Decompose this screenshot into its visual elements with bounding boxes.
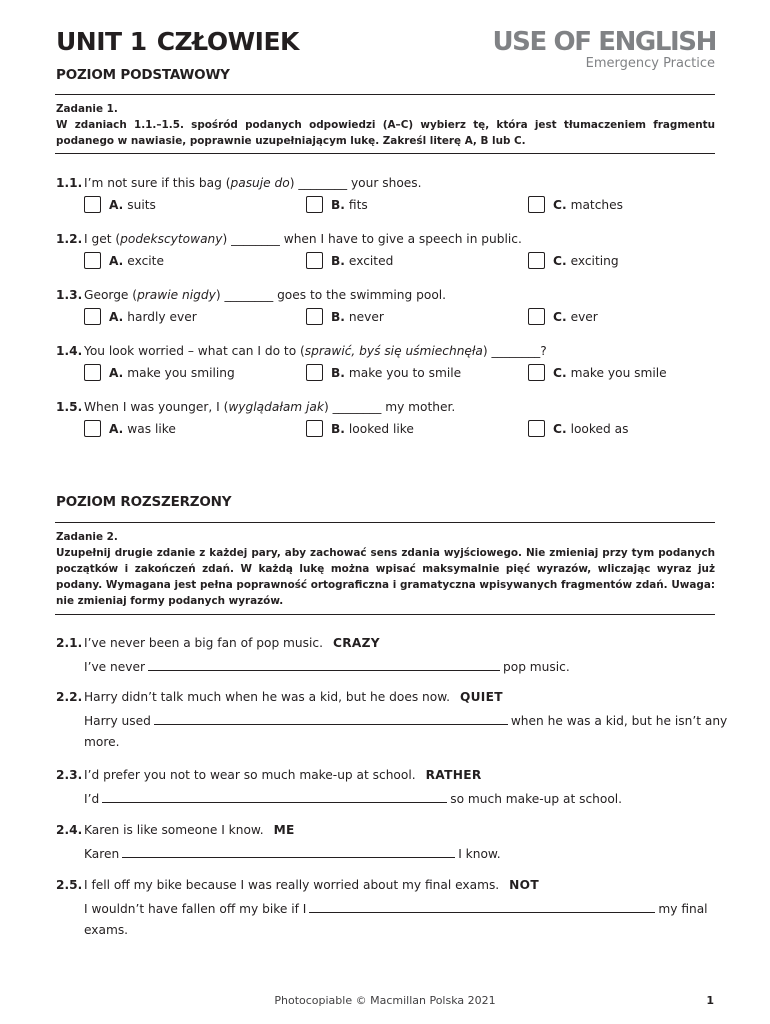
divider xyxy=(55,94,715,95)
keyword: QUIET xyxy=(459,690,503,704)
answer-checkbox[interactable] xyxy=(306,364,323,381)
answer-checkbox[interactable] xyxy=(306,308,323,325)
unit-number: UNIT 1 xyxy=(56,27,147,56)
answer-sentence-continued: exams. xyxy=(84,923,129,937)
keyword: RATHER xyxy=(425,768,482,782)
question-text-start: You look worried – what can I do to ( xyxy=(84,344,305,358)
divider xyxy=(55,522,715,523)
option-text: looked like xyxy=(348,421,414,436)
answer-checkbox[interactable] xyxy=(528,196,545,213)
answer-checkbox[interactable] xyxy=(84,420,101,437)
answer-checkbox[interactable] xyxy=(84,364,101,381)
option-letter: B. xyxy=(331,309,345,324)
answer-option-a[interactable] xyxy=(84,308,197,325)
task2-title: Zadanie 2. xyxy=(56,531,118,543)
question-text-end: ) ________ goes to the swimming pool. xyxy=(215,288,447,302)
answer-start: I’ve never xyxy=(84,660,145,674)
polish-hint: pasuje do xyxy=(230,176,290,190)
question-number: 1.2. xyxy=(56,232,83,246)
task1-text: W zdaniach 1.1.–1.5. spośród podanych odpowiedzi (A–C) wybierz tę, która jest tłumaczeniem fragmentu podanego w nawiasie, poprawnie uzupełniającym lukę. Zakreśl literę A, B lub C. xyxy=(56,119,715,147)
option-text: looked as xyxy=(570,421,629,436)
question-text-end: ) ________ your shoes. xyxy=(289,176,422,190)
question-number: 2.3. xyxy=(56,768,83,782)
source-sentence-text: Karen is like someone I know. xyxy=(84,823,264,837)
level-basic-heading: POZIOM PODSTAWOWY xyxy=(56,67,230,83)
level-advanced-heading: POZIOM ROZSZERZONY xyxy=(56,494,232,510)
option-text: was like xyxy=(127,421,176,436)
option-letter: C. xyxy=(553,309,567,324)
option-letter: B. xyxy=(331,365,345,380)
option-text: exciting xyxy=(570,253,619,268)
answer-start: Harry used xyxy=(84,714,151,728)
question-number: 2.1. xyxy=(56,636,83,650)
answer-end: my final xyxy=(658,902,708,916)
answer-checkbox[interactable] xyxy=(84,308,101,325)
option-letter: A. xyxy=(109,309,124,324)
answer-option-a[interactable] xyxy=(84,252,164,269)
answer-blank[interactable] xyxy=(148,659,500,671)
answer-sentence xyxy=(84,846,501,861)
option-letter: C. xyxy=(553,365,567,380)
brand-logo: USE OF ENGLISH xyxy=(492,27,716,57)
question-text xyxy=(84,288,446,302)
option-letter: C. xyxy=(553,197,567,212)
polish-hint: wyglądałam jak xyxy=(228,400,324,414)
answer-option-b[interactable] xyxy=(306,364,461,381)
answer-checkbox[interactable] xyxy=(84,196,101,213)
page-number: 1 xyxy=(706,994,714,1007)
question-text-start: I get ( xyxy=(84,232,121,246)
source-sentence xyxy=(84,878,539,892)
answer-checkbox[interactable] xyxy=(84,252,101,269)
option-text: make you smiling xyxy=(127,365,235,380)
answer-start: I’d xyxy=(84,792,100,806)
source-sentence-text: Harry didn’t talk much when he was a kid, but he does now. xyxy=(84,690,450,704)
option-letter: C. xyxy=(553,421,567,436)
source-sentence xyxy=(84,690,503,704)
source-sentence-text: I fell off my bike because I was really worried about my final exams. xyxy=(84,878,500,892)
question-text xyxy=(84,232,522,246)
answer-checkbox[interactable] xyxy=(528,308,545,325)
option-letter: A. xyxy=(109,365,124,380)
source-sentence xyxy=(84,636,380,650)
question-text-end: ) ________ when I have to give a speech in public. xyxy=(222,232,522,246)
answer-option-c[interactable] xyxy=(528,420,628,437)
question-number: 1.5. xyxy=(56,400,83,414)
answer-sentence xyxy=(84,659,570,674)
answer-option-b[interactable] xyxy=(306,420,414,437)
task1-instructions xyxy=(56,101,715,149)
answer-blank[interactable] xyxy=(102,791,447,803)
answer-option-c[interactable] xyxy=(528,308,598,325)
answer-start: I wouldn’t have fallen off my bike if I xyxy=(84,902,307,916)
answer-option-c[interactable] xyxy=(528,364,667,381)
polish-hint: prawie nigdy xyxy=(137,288,216,302)
task2-note-text: nie zmieniaj formy podanych wyrazów. xyxy=(56,595,284,607)
answer-end: when he was a kid, but he isn’t any xyxy=(510,714,728,728)
option-letter: A. xyxy=(109,253,124,268)
option-text: hardly ever xyxy=(127,309,197,324)
answer-blank[interactable] xyxy=(122,846,455,858)
question-text xyxy=(84,176,422,190)
question-text xyxy=(84,344,547,358)
question-number: 1.4. xyxy=(56,344,83,358)
question-number: 1.1. xyxy=(56,176,83,190)
answer-checkbox[interactable] xyxy=(528,420,545,437)
task1-title: Zadanie 1. xyxy=(56,103,118,115)
option-text: suits xyxy=(127,197,156,212)
unit-topic: CZŁOWIEK xyxy=(156,27,299,56)
polish-hint: podekscytowany xyxy=(120,232,223,246)
divider xyxy=(55,614,715,615)
answer-checkbox[interactable] xyxy=(306,196,323,213)
option-letter: B. xyxy=(331,253,345,268)
source-sentence xyxy=(84,768,482,782)
question-number: 2.2. xyxy=(56,690,83,704)
question-number: 2.4. xyxy=(56,823,83,837)
answer-sentence xyxy=(84,713,727,728)
option-text: excited xyxy=(348,253,394,268)
option-text: make you to smile xyxy=(348,365,462,380)
keyword: CRAZY xyxy=(332,636,380,650)
answer-end: so much make-up at school. xyxy=(450,792,623,806)
question-text-start: When I was younger, I ( xyxy=(84,400,229,414)
answer-option-c[interactable] xyxy=(528,252,619,269)
option-text: excite xyxy=(127,253,164,268)
source-sentence-text: I’ve never been a big fan of pop music. xyxy=(84,636,323,650)
answer-option-b[interactable] xyxy=(306,308,384,325)
answer-sentence xyxy=(84,901,708,916)
option-text: fits xyxy=(348,197,368,212)
answer-checkbox[interactable] xyxy=(528,364,545,381)
brand-subtitle: Emergency Practice xyxy=(585,56,715,71)
answer-option-a[interactable] xyxy=(84,420,176,437)
answer-sentence-continued: more. xyxy=(84,735,120,749)
footer-copyright: Photocopiable © Macmillan Polska 2021 xyxy=(274,994,496,1007)
task2-instructions xyxy=(56,529,715,609)
keyword: ME xyxy=(273,823,295,837)
answer-end: pop music. xyxy=(503,660,570,674)
polish-hint: sprawić, byś się uśmiechnęła xyxy=(304,344,483,358)
task2-text: Uzupełnij drugie zdanie z każdej pary, aby zachować sens zdania wyjściowego. Nie zmieniaj przy tym podanych początków i zakończeń zdań. W każdą lukę można wpisać maksymalnie pięć wyrazów, wliczając wyraz już podany. Wymagana jest pełna poprawność ortograficzna i gramatyczna wpisywanych fragmentów zdań. xyxy=(56,547,715,591)
option-letter: A. xyxy=(109,197,124,212)
option-text: never xyxy=(348,309,384,324)
option-letter: A. xyxy=(109,421,124,436)
question-text xyxy=(84,400,455,414)
answer-sentence xyxy=(84,791,622,806)
source-sentence-text: I’d prefer you not to wear so much make-up at school. xyxy=(84,768,416,782)
question-text-end: ) ________ my mother. xyxy=(323,400,456,414)
source-sentence xyxy=(84,823,295,837)
answer-option-c[interactable] xyxy=(528,196,623,213)
option-letter: C. xyxy=(553,253,567,268)
answer-option-a[interactable] xyxy=(84,196,156,213)
option-text: ever xyxy=(570,309,598,324)
question-number: 1.3. xyxy=(56,288,83,302)
question-number: 2.5. xyxy=(56,878,83,892)
keyword: NOT xyxy=(509,878,539,892)
answer-checkbox[interactable] xyxy=(306,252,323,269)
question-text-start: George ( xyxy=(84,288,138,302)
unit-title xyxy=(56,27,299,56)
answer-option-a[interactable] xyxy=(84,364,235,381)
option-text: matches xyxy=(570,197,623,212)
answer-option-b[interactable] xyxy=(306,252,393,269)
answer-start: Karen xyxy=(84,847,120,861)
answer-checkbox[interactable] xyxy=(306,420,323,437)
option-letter: B. xyxy=(331,421,345,436)
answer-blank[interactable] xyxy=(154,713,508,725)
answer-option-b[interactable] xyxy=(306,196,368,213)
task2-note-label: Uwaga: xyxy=(671,579,715,591)
option-text: make you smile xyxy=(570,365,667,380)
option-letter: B. xyxy=(331,197,345,212)
question-text-start: I’m not sure if this bag ( xyxy=(84,176,231,190)
answer-blank[interactable] xyxy=(309,901,655,913)
divider xyxy=(55,153,715,154)
answer-checkbox[interactable] xyxy=(528,252,545,269)
answer-end: I know. xyxy=(458,847,501,861)
question-text-end: ) ________? xyxy=(482,344,547,358)
